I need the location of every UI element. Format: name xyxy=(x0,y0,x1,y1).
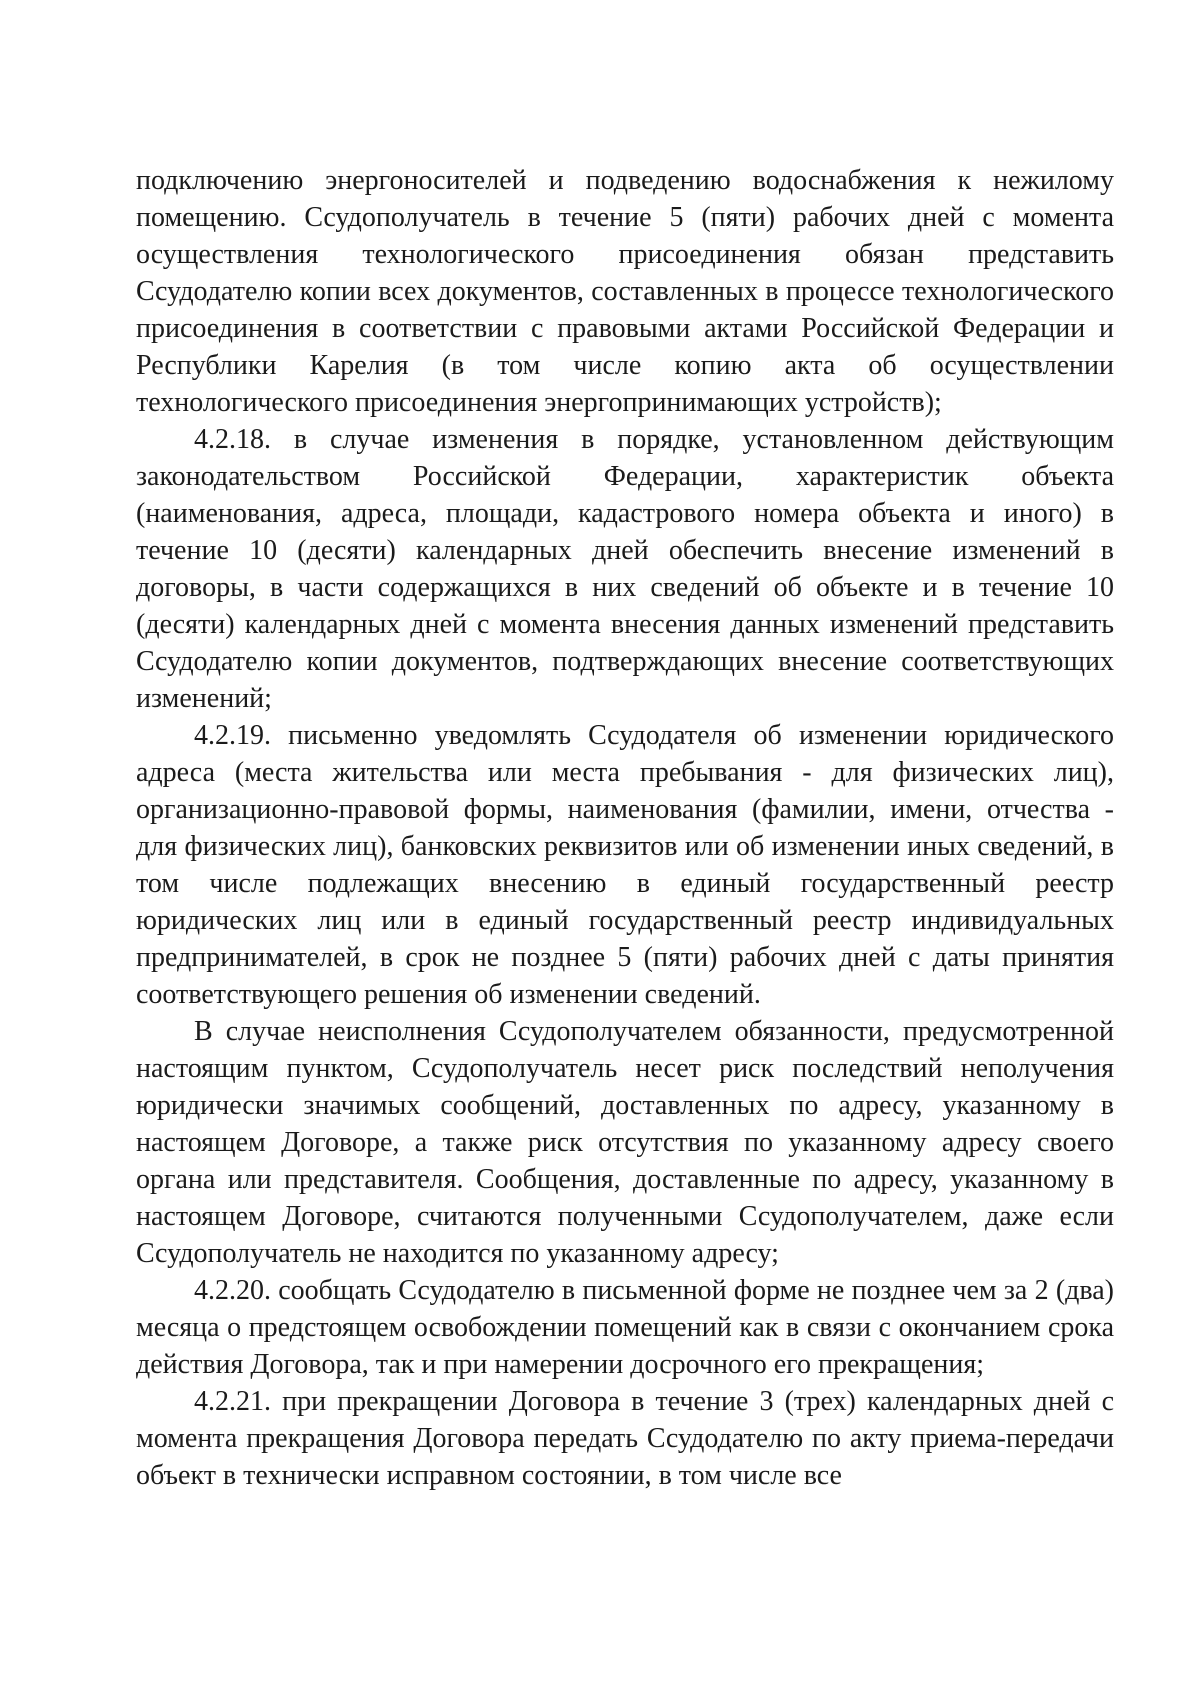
paragraph-4-2-19: 4.2.19. письменно уведомлять Ссудодателя об изменении юридического адреса (места жительства или места пребывания - для физических лиц), организационно-правовой формы, наименования (фамилии, имени, отчества - для физических лиц), банковских реквизитов или об изменении иных сведений, в том числе подлежащих внесению в единый государственный реестр юридических лиц или в единый государственный реестр индивидуальных предпринимателей, в срок не позднее 5 (пяти) рабочих дней с даты принятия соответствующего решения об изменении сведений. xyxy=(136,720,1114,1010)
paragraph-4-2-21: 4.2.21. при прекращении Договора в течение 3 (трех) календарных дней с момента прекращения Договора передать Ссудодателю по акту приема-передачи объект в технически исправном состоянии, в том числе все xyxy=(136,1386,1114,1491)
paragraph-4-2-18: 4.2.18. в случае изменения в порядке, установленном действующим законодательством Российской Федерации, характеристик объекта (наименования, адреса, площади, кадастрового номера объекта и иного) в течение 10 (десяти) календарных дней обеспечить внесение изменений в договоры, в части содержащихся в них сведений об объекте и в течение 10 (десяти) календарных дней с момента внесения данных изменений представить Ссудодателю копии документов, подтверждающих внесение соответствующих изменений; xyxy=(136,424,1114,714)
paragraph-4-2-20: 4.2.20. сообщать Ссудодателю в письменной форме не позднее чем за 2 (два) месяца о предстоящем освобождении помещений как в связи с окончанием срока действия Договора, так и при намерении досрочного его прекращения; xyxy=(136,1275,1114,1380)
document-body xyxy=(136,162,1114,1494)
paragraph-continuation: подключению энергоносителей и подведению водоснабжения к нежилому помещению. Ссудополучатель в течение 5 (пяти) рабочих дней с момента осуществления технологического присоединения обязан представить Ссудодателю копии всех документов, составленных в процессе технологического присоединения в соответствии с правовыми актами Российской Федерации и Республики Карелия (в том числе копию акта об осуществлении технологического присоединения энергопринимающих устройств); xyxy=(136,165,1114,418)
paragraph-non-performance: В случае неисполнения Ссудополучателем обязанности, предусмотренной настоящим пунктом, Ссудополучатель несет риск последствий неполучения юридически значимых сообщений, доставленных по адресу, указанному в настоящем Договоре, а также риск отсутствия по указанному адресу своего органа или представителя. Сообщения, доставленные по адресу, указанному в настоящем Договоре, считаются полученными Ссудополучателем, даже если Ссудополучатель не находится по указанному адресу; xyxy=(136,1016,1114,1269)
